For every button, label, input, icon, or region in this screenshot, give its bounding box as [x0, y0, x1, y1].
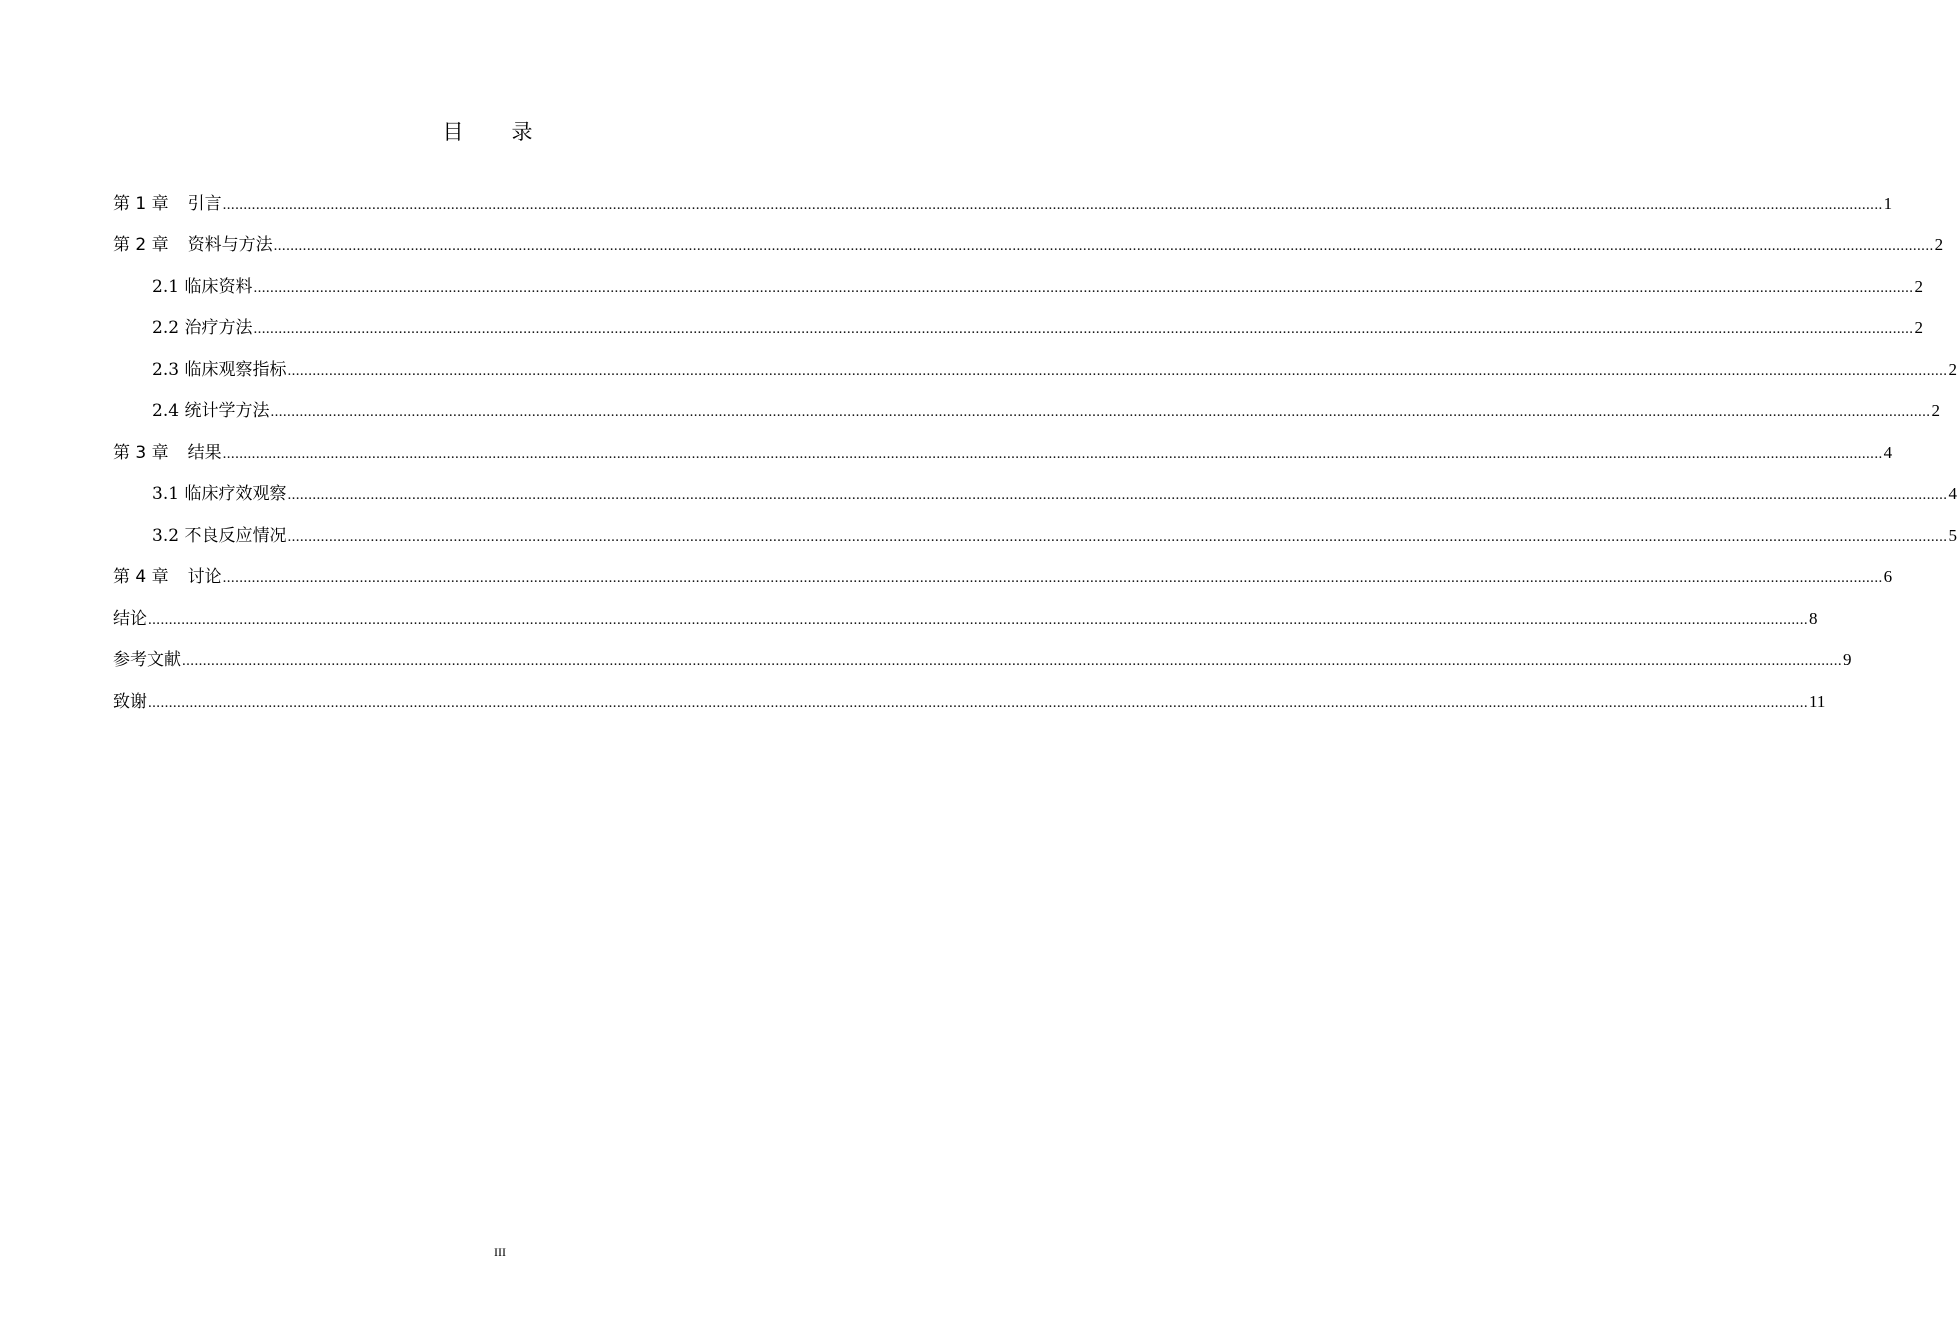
toc-entry-number: 2.1 [152, 276, 180, 297]
toc-entry-label [152, 315, 252, 341]
toc-dot-leader: ................................................................................................................................................................................................................................................................................................................................................................................................................ [253, 321, 1914, 338]
toc-entry-title: 临床观察指标 [184, 359, 287, 380]
toc-dot-leader: ................................................................................................................................................................................................................................................................................................................................................................................................................ [270, 404, 1931, 421]
toc-entry-label [152, 481, 286, 507]
toc-dot-leader: ................................................................................................................................................................................................................................................................................................................................................................................................................ [148, 694, 1808, 711]
toc-entry-number: 2.2 [152, 318, 180, 339]
toc-entry-page-number: 2 [1931, 401, 1940, 421]
toc-entry-label [152, 523, 286, 549]
toc-entry[interactable] [113, 391, 1940, 433]
toc-entry-page-number: 2 [1914, 276, 1923, 296]
toc-entry-number: 3.1 [152, 484, 180, 505]
toc-entry-title: 讨论 [187, 567, 222, 588]
toc-entry-number: 第 4 章 [113, 567, 169, 588]
toc-entry[interactable] [113, 474, 1957, 516]
toc-entry[interactable] [113, 681, 1826, 723]
toc-entry[interactable] [113, 349, 1957, 391]
toc-dot-leader: ................................................................................................................................................................................................................................................................................................................................................................................................................ [287, 528, 1948, 545]
toc-entry-number: 2.3 [152, 359, 180, 380]
toc-entry-title: 参考文献 [113, 650, 181, 671]
toc-entry-title: 临床资料 [184, 276, 253, 297]
toc-entry[interactable] [113, 515, 1957, 557]
toc-entry-label [152, 398, 269, 424]
toc-entry-number: 3.2 [152, 525, 180, 546]
toc-entry-page-number: 2 [1934, 235, 1944, 255]
toc-entry[interactable] [113, 640, 1852, 682]
toc-entry-label [152, 357, 286, 383]
toc-entry-page-number: 5 [1948, 525, 1957, 545]
toc-entry-title: 致谢 [113, 691, 147, 712]
toc-entry-label [152, 274, 252, 300]
toc-entry-label [113, 440, 222, 466]
toc-dot-leader: ................................................................................................................................................................................................................................................................................................................................................................................................................ [182, 653, 1842, 670]
toc-dot-leader: ................................................................................................................................................................................................................................................................................................................................................................................................................ [222, 570, 1883, 587]
toc-entry-page-number: 4 [1948, 484, 1957, 504]
toc-dot-leader: ................................................................................................................................................................................................................................................................................................................................................................................................................ [222, 196, 1883, 213]
toc-title-char-2: 录 [511, 120, 533, 144]
toc-dot-leader: ................................................................................................................................................................................................................................................................................................................................................................................................................ [273, 238, 1934, 255]
toc-entry-title: 引言 [187, 193, 222, 214]
toc-entry-number: 第 2 章 [113, 235, 169, 256]
toc-entry[interactable] [113, 308, 1923, 350]
toc-entry-title: 统计学方法 [184, 401, 270, 422]
toc-entry-page-number: 2 [1914, 318, 1923, 338]
toc-entry-number: 2.4 [152, 401, 180, 422]
toc-entry-page-number: 4 [1883, 442, 1893, 462]
toc-entry-label [113, 191, 222, 217]
toc-dot-leader: ................................................................................................................................................................................................................................................................................................................................................................................................................ [287, 487, 1948, 504]
toc-entry-label [113, 564, 222, 590]
toc-entry-number: 第 3 章 [113, 442, 169, 463]
toc-entry-title: 结果 [187, 442, 222, 463]
toc-entry-title: 治疗方法 [184, 318, 253, 339]
toc-entry-title: 资料与方法 [187, 235, 273, 256]
toc-entry[interactable] [113, 266, 1923, 308]
toc-dot-leader: ................................................................................................................................................................................................................................................................................................................................................................................................................ [287, 362, 1948, 379]
toc-entry[interactable] [113, 598, 1818, 640]
toc-dot-leader: ................................................................................................................................................................................................................................................................................................................................................................................................................ [222, 445, 1883, 462]
toc-entry-page-number: 6 [1883, 567, 1893, 587]
toc-entry-number: 第 1 章 [113, 193, 169, 214]
toc-entry-page-number: 11 [1809, 691, 1826, 711]
toc-entry[interactable] [113, 183, 1893, 225]
toc-entry[interactable] [113, 432, 1893, 474]
toc-dot-leader: ................................................................................................................................................................................................................................................................................................................................................................................................................ [253, 279, 1914, 296]
toc-title-char-1: 目 [442, 120, 464, 144]
toc-entry-title: 结论 [113, 608, 147, 629]
toc-entry[interactable] [113, 557, 1893, 599]
toc-entry[interactable] [113, 225, 1944, 267]
toc-entry-page-number: 1 [1883, 193, 1893, 213]
toc-entry-page-number: 2 [1948, 359, 1957, 379]
page-number-footer: III [494, 1245, 506, 1259]
toc-entry-title: 不良反应情况 [184, 525, 287, 546]
toc-entry-label [113, 647, 181, 673]
toc-entry-title: 临床疗效观察 [184, 484, 287, 505]
toc-title [0, 116, 975, 146]
toc-entry-page-number: 9 [1843, 650, 1852, 670]
table-of-contents [113, 183, 1957, 723]
toc-entry-label [113, 606, 147, 632]
toc-entry-page-number: 8 [1809, 608, 1818, 628]
toc-dot-leader: ................................................................................................................................................................................................................................................................................................................................................................................................................ [148, 611, 1808, 628]
toc-entry-label [113, 689, 147, 715]
toc-entry-label [113, 232, 273, 258]
